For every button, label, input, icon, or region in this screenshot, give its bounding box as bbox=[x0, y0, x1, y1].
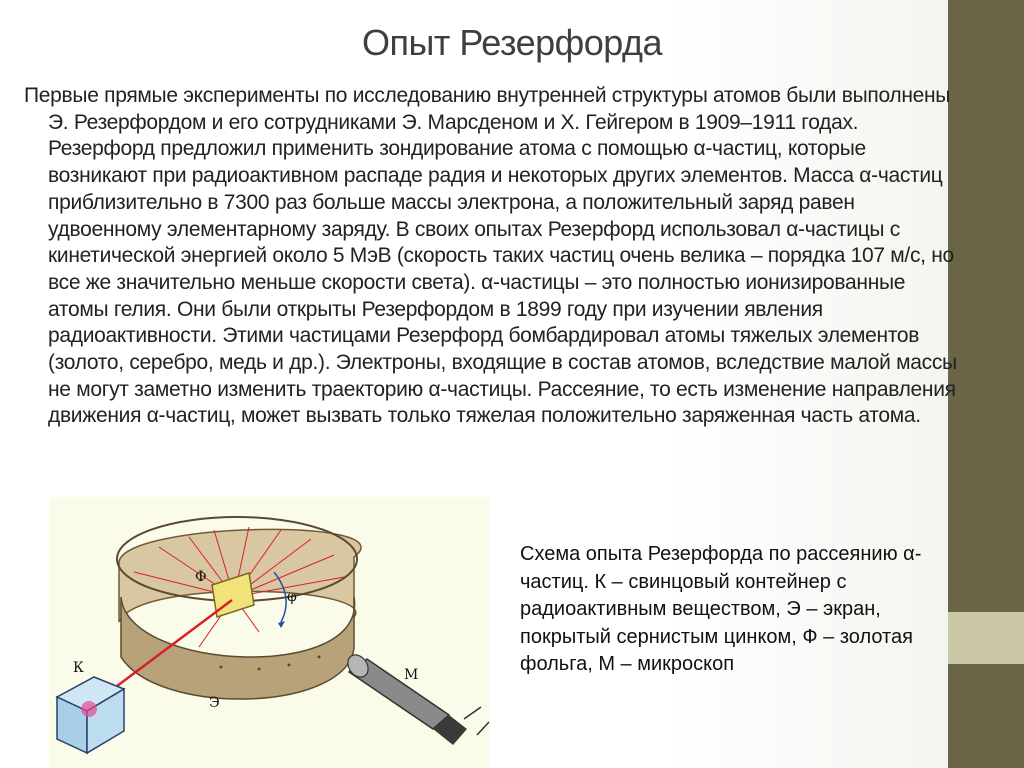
screen-ring-front bbox=[121, 597, 355, 699]
slide-body-text: Первые прямые эксперименты по исследованию внутренней структуры атомов были выполнены Э. Резерфордом и его сотрудниками Э. Марсденом и Х. Гейгером в 1909–1911 годах. Резерфорд предложил применить зондирование атома с помощью α-частиц, которые возникают при радиоактивном распаде радия и некоторых других элементов. Масса α-частиц приблизительно в 7300 раз больше массы электрона, а положительный заряд равен удвоенному элементарному заряду. В своих опытах Резерфорд использовал α-частицы с кинетической энергией около 5 МэВ (скорость таких частиц очень велика – порядка 107 м/с, но все же значительно меньше скорости света). α-частицы – это полностью ионизированные атомы гелия. Они были открыты Резерфордом в 1899 году при изучении явления радиоактивности. Этими частицами Резерфорд бомбардировал атомы тяжелых элементов (золото, серебро, медь и др.). Электроны, входящие в состав атомов, вследствие малой массы не могут заметно изменить траекторию α-частицы. Рассеяние, то есть изменение направления движения α-частиц, может вызвать только тяжелая положительно заряженная часть атома. bbox=[24, 84, 957, 428]
figure-caption: Схема опыта Резерфорда по рассеянию α-частиц. К – свинцовый контейнер с радиоактивным веществом, Э – экран, покрытый сернистым цинком, Ф – золотая фольга, М – микроскоп bbox=[520, 543, 922, 675]
angle-arrowhead bbox=[278, 621, 285, 628]
experiment-diagram bbox=[49, 497, 490, 768]
source-container bbox=[57, 677, 124, 753]
microscope bbox=[344, 651, 489, 745]
label-k: К bbox=[73, 660, 84, 676]
slide-title: Опыт Резерфорда bbox=[361, 22, 663, 63]
label-f: Ф bbox=[195, 569, 207, 585]
label-e: Э bbox=[209, 695, 220, 711]
label-phi: φ bbox=[287, 589, 297, 605]
side-decor-band bbox=[948, 612, 1024, 664]
rutherford-experiment-figure bbox=[49, 497, 490, 768]
label-m: М bbox=[404, 667, 419, 683]
